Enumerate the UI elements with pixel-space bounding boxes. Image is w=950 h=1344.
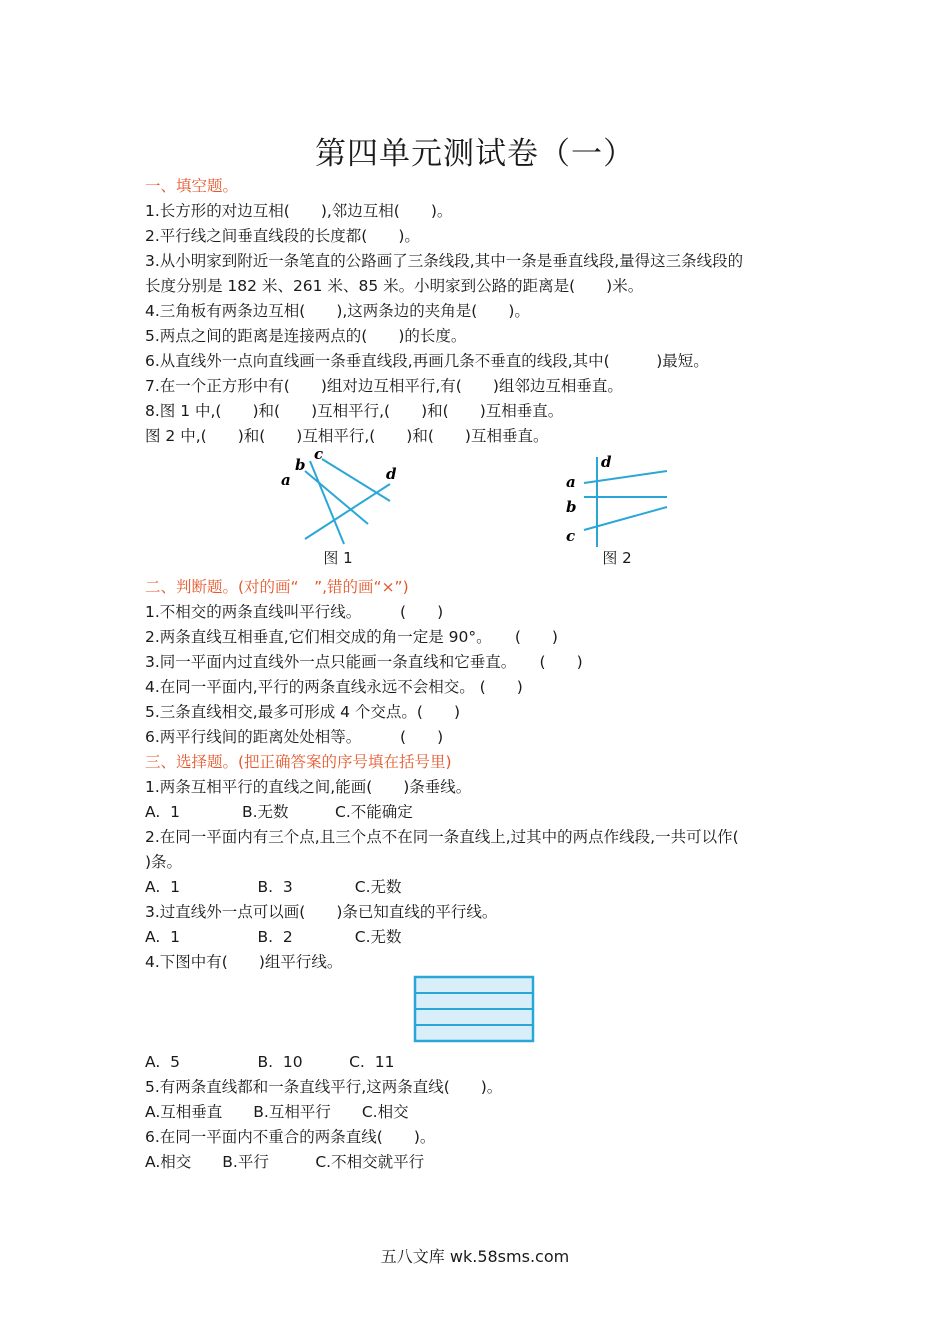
figure-2-lines (557, 449, 687, 549)
label-d: d (386, 465, 397, 483)
line-a (305, 471, 368, 524)
option-line: A. 1 B. 2 C.无数 (145, 928, 402, 946)
parallel-lines-figure (145, 975, 805, 1050)
section-heading-choice: 三、选择题。(把正确答案的序号填在括号里) (145, 753, 452, 771)
question-line: 2.平行线之间垂直线段的长度都( )。 (145, 227, 420, 245)
figure-1-caption: 图 1 (323, 549, 353, 567)
question-line: 5.有两条直线都和一条直线平行,这两条直线( )。 (145, 1078, 503, 1096)
option-line: A.相交 B.平行 C.不相交就平行 (145, 1153, 425, 1171)
figure-1-lines (272, 449, 412, 549)
question-line: 2.两条直线互相垂直,它们相交成的角一定是 90°。 ( ) (145, 628, 558, 646)
option-line: A.互相垂直 B.互相平行 C.相交 (145, 1103, 409, 1121)
label-a: a (281, 471, 291, 489)
question-line: 6.从直线外一点向直线画一条垂直线段,再画几条不垂直的线段,其中( )最短。 (145, 352, 709, 370)
question-line: 2.在同一平面内有三个点,且三个点不在同一条直线上,过其中的两点作线段,一共可以作( (145, 828, 739, 846)
figure-2-caption: 图 2 (602, 549, 632, 567)
label-c: c (566, 527, 576, 545)
worksheet-content (145, 174, 805, 1175)
line-d (305, 484, 390, 539)
question-line: 7.在一个正方形中有( )组对边互相平行,有( )组邻边互相垂直。 (145, 377, 623, 395)
question-line: 4.下图中有( )组平行线。 (145, 953, 343, 971)
question-line: 8.图 1 中,( )和( )互相平行,( )和( )互相垂直。 (145, 402, 564, 420)
question-line: 1.不相交的两条直线叫平行线。 ( ) (145, 603, 444, 621)
figure-1 (272, 449, 412, 567)
option-line: A. 1 B.无数 C.不能确定 (145, 803, 413, 821)
option-line: A. 1 B. 3 C.无数 (145, 878, 402, 896)
question-line: 3.从小明家到附近一条笔直的公路画了三条线段,其中一条是垂直线段,量得这三条线段的 (145, 252, 744, 270)
question-line: 1.两条互相平行的直线之间,能画( )条垂线。 (145, 778, 472, 796)
question-line: 长度分别是 182 米、261 米、85 米。小明家到公路的距离是( )米。 (145, 277, 644, 295)
question-line: 4.三角板有两条边互相( ),这两条边的夹角是( )。 (145, 302, 530, 320)
figure-2 (557, 449, 687, 567)
page-title: 第四单元测试卷（一） (315, 136, 635, 172)
question-line: 5.两点之间的距离是连接两点的( )的长度。 (145, 327, 467, 345)
question-line: 3.同一平面内过直线外一点只能画一条直线和它垂直。 ( ) (145, 653, 583, 671)
question-line: 4.在同一平面内,平行的两条直线永远不会相交。 ( ) (145, 678, 523, 696)
label-b: b (295, 456, 306, 474)
figures-row (145, 449, 805, 575)
label-c: c (314, 449, 324, 463)
section-heading-true-false: 二、判断题。(对的画“ ”,错的画“×”) (145, 578, 409, 596)
section-heading-fill-in: 一、填空题。 (145, 177, 239, 195)
option-line: A. 5 B. 10 C. 11 (145, 1053, 395, 1071)
rectangle-figure (413, 975, 537, 1045)
question-line: 图 2 中,( )和( )互相平行,( )和( )互相垂直。 (145, 427, 549, 445)
footer-watermark: 五八文库 wk.58sms.com (380, 1247, 570, 1266)
question-line: 6.在同一平面内不重合的两条直线( )。 (145, 1128, 436, 1146)
label-d: d (601, 453, 612, 471)
question-line: 5.三条直线相交,最多可形成 4 个交点。( ) (145, 703, 461, 721)
question-line: 3.过直线外一点可以画( )条已知直线的平行线。 (145, 903, 498, 921)
question-line: )条。 (145, 853, 183, 871)
label-b: b (566, 498, 577, 516)
label-a: a (566, 473, 576, 491)
question-line: 6.两平行线间的距离处处相等。 ( ) (145, 728, 444, 746)
question-line: 1.长方形的对边互相( ),邻边互相( )。 (145, 202, 453, 220)
